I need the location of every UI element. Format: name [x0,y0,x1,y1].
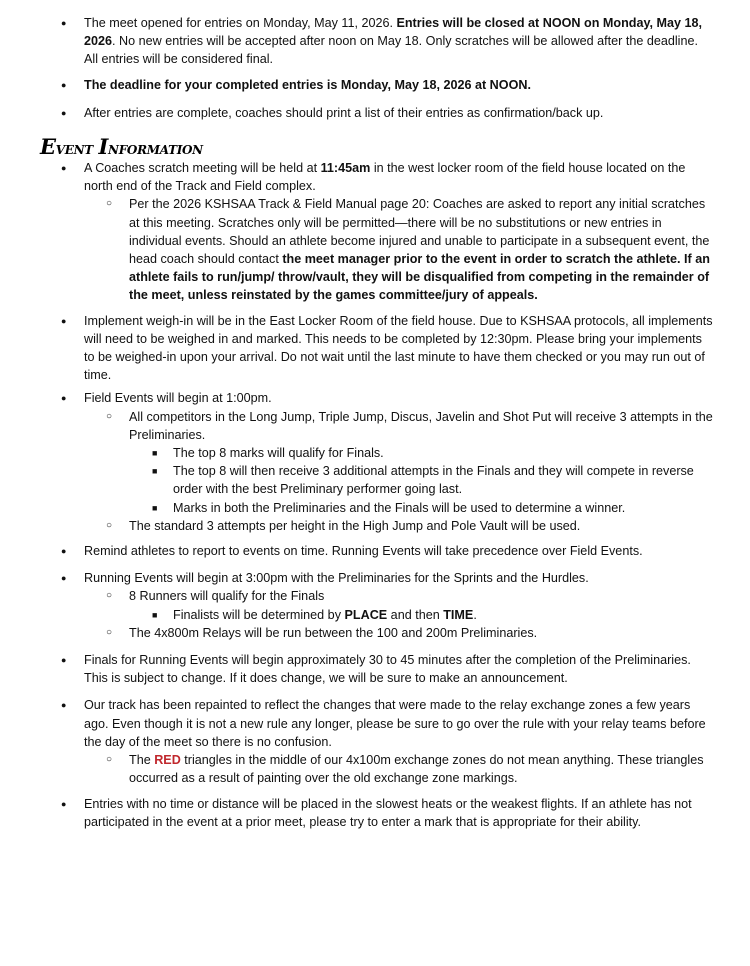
list-item [0,651,750,687]
event-information-list [0,159,750,831]
text-run: Finalists will be determined by [173,607,345,622]
item-text [84,569,714,587]
item-text [173,446,384,460]
list-item [0,542,750,560]
text-run: Remind athletes to report to events on time. Running Events will take precedence over Field Events. [84,544,643,559]
sub-sub-list-item [173,462,714,498]
red-highlight-text: RED [154,753,181,768]
nested-list [84,195,714,304]
text-run: . No new entries will be accepted after noon on May 18. Only scratches will be allowed after the deadline. All entries will be considered final. [84,34,698,67]
text-run: Marks in both the Preliminaries and the Finals will be used to determine a winner. [173,500,626,515]
text-run: . [473,607,477,622]
item-text [84,104,714,122]
text-run: Implement weigh-in will be in the East Locker Room of the field house. Due to KSHSAA protocols, all implements will need to be weighed in and marked. This needs to be completed by 12:30pm. Please bring your implements to be weighed-in upon your arrival. Do not wait until the last minute to have them checked or you may run out of time. [84,313,713,383]
item-text [173,608,477,622]
sub-sub-list-item [173,444,714,462]
text-run: A Coaches scratch meeting will be held at [84,161,321,175]
item-text [84,542,714,560]
item-text [84,389,714,407]
sub-sub-list-item [173,499,714,517]
event-information-section [0,159,750,831]
heading-initial-2: I [98,134,109,159]
heading-initial-1: E [40,134,56,159]
item-text [129,197,710,302]
sub-list-item [129,195,714,304]
item-text [129,410,713,442]
sub-list-item [129,624,714,642]
heading-rest-2: nformation [108,139,203,159]
list-item [0,696,750,787]
list-item [0,389,750,535]
entries-list [0,14,750,122]
text-run: The standard 3 attempts per height in the High Jump and Pole Vault will be used. [129,518,581,533]
item-text [84,14,714,69]
item-text [84,76,714,94]
list-item [0,795,750,831]
text-run: The 4x800m Relays will be run between the 100 and 200m Preliminaries. [129,625,538,640]
text-run: and then [387,607,444,622]
list-item [0,76,750,94]
item-text [129,753,704,785]
bold-text: Entries will be closed at NOON on Monday, May 18, 2026 [84,16,703,49]
text-run: After entries are complete, coaches should print a list of their entries as confirmation/back up. [84,105,604,120]
text-run: Entries with no time or distance will be placed in the slowest heats or the weakest flights. If an athlete has not participated in the event at a prior meet, please try to enter a mark that is appropriate for their ability. [84,796,692,829]
sub-list-item [129,587,714,623]
list-item [0,312,750,385]
list-item [0,104,750,122]
item-text [173,501,625,515]
sub-list-item [129,517,714,535]
sub-list-item [129,751,714,787]
item-text [84,651,714,687]
item-text [84,696,714,751]
sub-sub-list-item [173,606,714,624]
text-run: 8 Runners will qualify for the Finals [129,589,325,604]
bold-text: 11:45am [320,161,371,175]
text-run: Field Events will begin at 1:00pm. [84,391,272,406]
text-run: Running Events will begin at 3:00pm with the Preliminaries for the Sprints and the Hurdles. [84,571,589,586]
text-run: Per the 2026 KSHSAA Track & Field Manual page 20: Coaches are asked to report any initial scratches at this meeting. Scratches only will be permitted—there will be no substitutions or new entries in individual events. Should an athlete become injured and unable to participate in a subsequent event, the head coach should contact [129,197,710,267]
nested-list [84,587,714,642]
list-item [0,14,750,69]
item-text [173,464,694,496]
item-text [84,312,714,385]
item-text [84,795,714,831]
text-run: triangles in the middle of our 4x100m exchange zones do not mean anything. These triangles occurred as a result of painting over the old exchange zone markings. [129,753,704,786]
text-run: The meet opened for entries on Monday, May 11, 2026. [84,16,397,30]
list-item [0,159,750,305]
text-run: Finals for Running Events will begin approximately 30 to 45 minutes after the completion of the Preliminaries. This is subject to change. If it does change, we will be sure to make an announcement. [84,653,691,686]
sub-list-item [129,408,714,517]
bold-text: TIME [443,607,474,622]
bold-text: the meet manager prior to the event in order to scratch the athlete. If an athlete fails to run/jump/ throw/vault, they will be disqualified from competing in the remainder of the meet, unless reinstated by the games committee/jury of appeals. [129,252,710,303]
nested-list [129,606,714,624]
text-run: in the west locker room of the field house located on the north end of the Track and Field complex. [84,161,686,194]
bold-text: The deadline for your completed entries is Monday, May 18, 2026 at NOON. [84,77,531,92]
text-run: The top 8 marks will qualify for Finals. [173,446,384,461]
item-text [129,519,580,533]
nested-list [84,751,714,787]
entries-section [0,14,750,122]
text-run: Our track has been repainted to reflect the changes that were made to the relay exchange zones a few years ago. Even though it is not a new rule any longer, please be sure to go over the rule with your relay teams before the day of the meet so there is no confusion. [84,698,706,749]
item-text [84,159,714,195]
text-run: The top 8 will then receive 3 additional attempts in the Finals and they will compete in reverse order with the best Preliminary performer going last. [173,464,694,497]
item-text [129,589,324,603]
heading-rest-1: vent [55,139,93,159]
text-run: All competitors in the Long Jump, Triple Jump, Discus, Javelin and Shot Put will receive 3 attempts in the Preliminaries. [129,409,713,442]
list-item [0,569,750,642]
nested-list [84,408,714,535]
nested-list [129,444,714,517]
item-text [129,626,537,640]
event-information-heading [40,134,203,159]
text-run: The [129,753,155,768]
bold-text: PLACE [344,607,388,622]
